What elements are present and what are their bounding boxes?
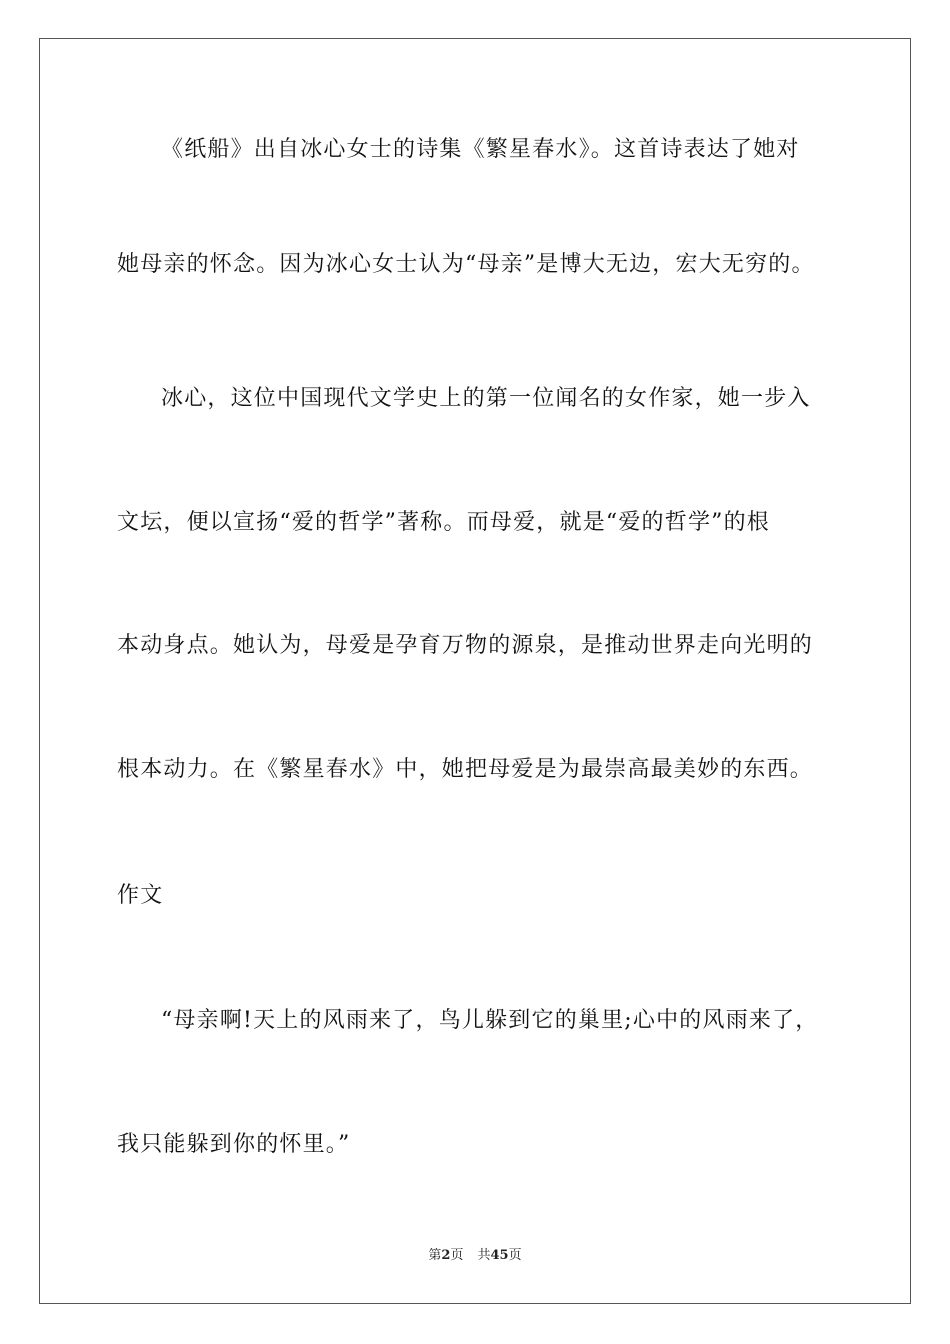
total-prefix: 共 [477,1248,491,1263]
page-border [39,38,911,1304]
quote-line: “母亲啊!天上的风雨来了，鸟儿躲到它的巢里;心中的风雨来了， [161,1008,819,1033]
total-suffix: 页 [508,1248,522,1263]
quote-line: 我只能躲到你的怀里。” [117,1132,351,1157]
page-suffix: 页 [450,1248,464,1263]
section-heading: 作文 [117,883,164,908]
paragraph-line: 本动身点。她认为，母爱是孕育万物的源泉，是推动世界走向光明的 [117,633,814,658]
paragraph-line: 《纸船》出自冰心女士的诗集《繁星春水》。这首诗表达了她对 [161,137,800,162]
total-pages: 45 [490,1248,509,1263]
page-prefix: 第 [428,1248,442,1263]
paragraph-line: 根本动力。在《繁星春水》中，她把母爱是为最崇高最美妙的东西。 [117,757,814,782]
paragraph-line: 文坛，便以宣扬“爱的哲学”著称。而母爱，就是“爱的哲学”的根 [117,510,770,535]
paragraph-line: 她母亲的怀念。因为冰心女士认为“母亲”是博大无边，宏大无穷的。 [117,252,815,277]
page-footer [0,1248,950,1264]
paragraph-line: 冰心，这位中国现代文学史上的第一位闻名的女作家，她一步入 [161,386,811,411]
page-number: 2 [441,1248,451,1263]
